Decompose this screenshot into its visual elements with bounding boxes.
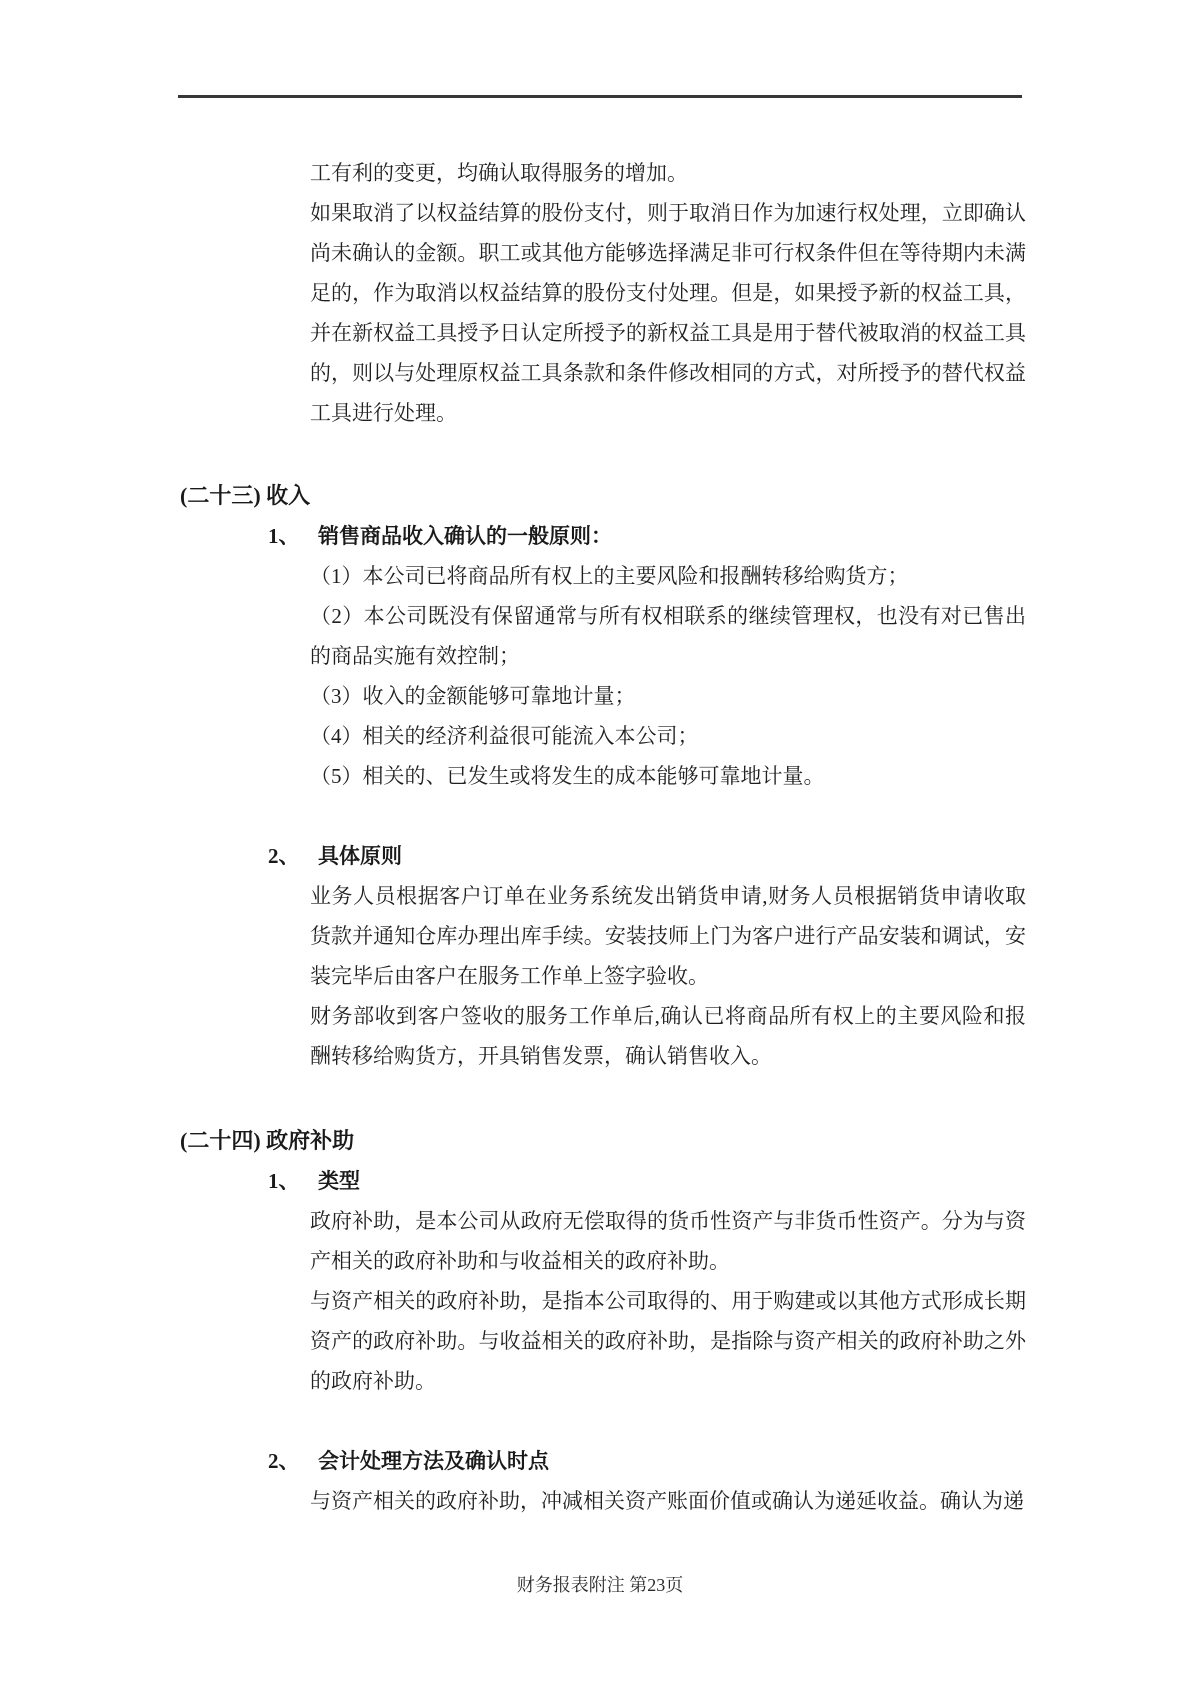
section-heading-government-grants: (二十四) 政府补助 xyxy=(180,1128,355,1153)
numbered-heading-grant-types xyxy=(268,1161,1020,1201)
grant-definition-paragraph: 政府补助，是本公司从政府无偿取得的货币性资产与非货币性资产。分为与资产相关的政府补助和与收益相关的政府补助。 xyxy=(310,1209,1026,1273)
numbered-heading-specific-principles xyxy=(268,836,1020,876)
heading-number: 2、 xyxy=(268,844,300,868)
finance-confirmation-paragraph: 财务部收到客户签收的服务工作单后,确认已将商品所有权上的主要风险和报酬转移给购货方，开具销售发票，确认销售收入。 xyxy=(310,1004,1026,1068)
intro-paragraph: 工有利的变更，均确认取得服务的增加。 xyxy=(310,161,688,185)
section-heading-revenue: (二十三) 收入 xyxy=(180,483,311,508)
heading-number: 2、 xyxy=(268,1449,300,1473)
heading-number: 1、 xyxy=(268,1169,300,1193)
numbered-heading-accounting-treatment xyxy=(268,1441,1020,1481)
heading-text: 销售商品收入确认的一般原则： xyxy=(318,524,612,548)
list-item-2: （2）本公司既没有保留通常与所有权相联系的继续管理权，也没有对已售出的商品实施有效控制； xyxy=(310,604,1026,668)
sales-process-paragraph: 业务人员根据客户订单在业务系统发出销货申请,财务人员根据销货申请收取货款并通知仓库办理出库手续。安装技师上门为客户进行产品安装和调试，安装完毕后由客户在服务工作单上签字验收。 xyxy=(310,884,1026,988)
numbered-heading-general-principles xyxy=(268,516,1020,556)
list-item-5: （5）相关的、已发生或将发生的成本能够可靠地计量。 xyxy=(310,764,825,788)
grant-treatment-paragraph: 与资产相关的政府补助，冲减相关资产账面价值或确认为递延收益。确认为递 xyxy=(310,1489,1024,1513)
list-item-3: （3）收入的金额能够可靠地计量； xyxy=(310,684,636,708)
heading-number: 1、 xyxy=(268,524,300,548)
heading-text: 类型 xyxy=(318,1169,360,1193)
list-item-4: （4）相关的经济利益很可能流入本公司； xyxy=(310,724,699,748)
page-footer: 财务报表附注 第23页 xyxy=(516,1575,684,1595)
heading-text: 会计处理方法及确认时点 xyxy=(318,1449,549,1473)
share-payment-paragraph: 如果取消了以权益结算的股份支付，则于取消日作为加速行权处理，立即确认尚未确认的金额。职工或其他方能够选择满足非可行权条件但在等待期内未满足的，作为取消以权益结算的股份支付处理。但是，如果授予新的权益工具，并在新权益工具授予日认定所授予的新权益工具是用于替代被取消的权益工具的，则以与处理原权益工具条款和条件修改相同的方式，对所授予的替代权益工具进行处理。 xyxy=(310,201,1026,425)
document-content xyxy=(180,0,1026,1521)
heading-text: 具体原则 xyxy=(318,844,402,868)
list-item-1: （1）本公司已将商品所有权上的主要风险和报酬转移给购货方； xyxy=(310,564,909,588)
grant-asset-income-paragraph: 与资产相关的政府补助，是指本公司取得的、用于购建或以其他方式形成长期资产的政府补助。与收益相关的政府补助，是指除与资产相关的政府补助之外的政府补助。 xyxy=(310,1289,1026,1393)
